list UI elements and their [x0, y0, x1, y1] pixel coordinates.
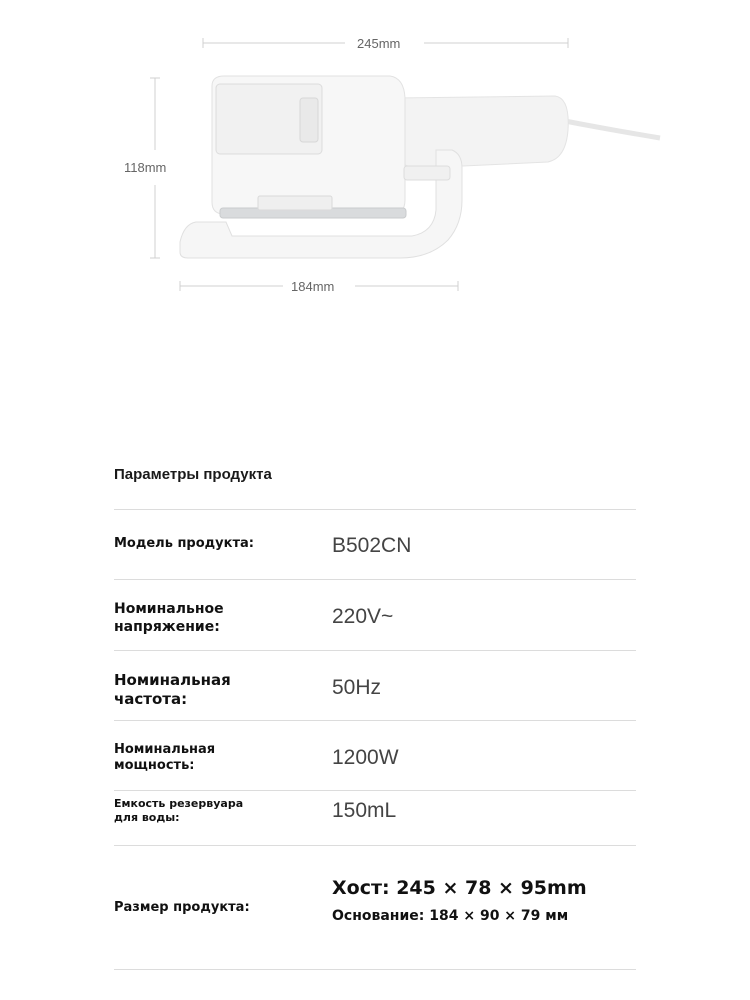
power-label-line: мощность: — [114, 758, 195, 774]
width-dimension-label: 245mm — [357, 36, 401, 51]
capacity-label-line: для воды: — [114, 810, 180, 824]
voltage-label-line: напряжение: — [114, 618, 220, 635]
model-label: Модель продукта: — [114, 536, 254, 551]
divider — [114, 969, 636, 970]
frequency-label-line: частота: — [114, 689, 188, 708]
divider — [114, 650, 636, 651]
size-base-value: Основание: 184 × 90 × 79 мм — [332, 908, 569, 924]
steamer-handle — [395, 96, 568, 168]
power-cord — [560, 120, 660, 138]
size-label: Размер продукта: — [114, 900, 250, 915]
capacity-label — [114, 797, 243, 825]
power-label-line: Номинальная — [114, 742, 216, 757]
divider — [114, 509, 636, 510]
frequency-label — [114, 671, 231, 709]
size-host-value: Хост: 245 × 78 × 95mm — [332, 877, 587, 899]
divider — [114, 720, 636, 721]
voltage-label — [114, 601, 224, 636]
voltage-value: 220V~ — [332, 605, 394, 628]
divider — [114, 790, 636, 791]
divider — [114, 845, 636, 846]
power-label — [114, 742, 215, 775]
model-value: B502CN — [332, 534, 412, 557]
power-value: 1200W — [332, 746, 399, 769]
specs-title: Параметры продукта — [114, 466, 272, 483]
divider — [114, 579, 636, 580]
voltage-label-line: Номинальное — [114, 601, 224, 617]
capacity-label-line: Емкость резервуара — [114, 797, 244, 810]
frequency-label-line: Номинальная — [114, 671, 231, 689]
height-dimension-label: 118mm — [124, 160, 167, 175]
capacity-value: 150mL — [332, 799, 397, 822]
frequency-value: 50Hz — [332, 676, 382, 699]
base-dimension-label: 184mm — [291, 279, 335, 294]
